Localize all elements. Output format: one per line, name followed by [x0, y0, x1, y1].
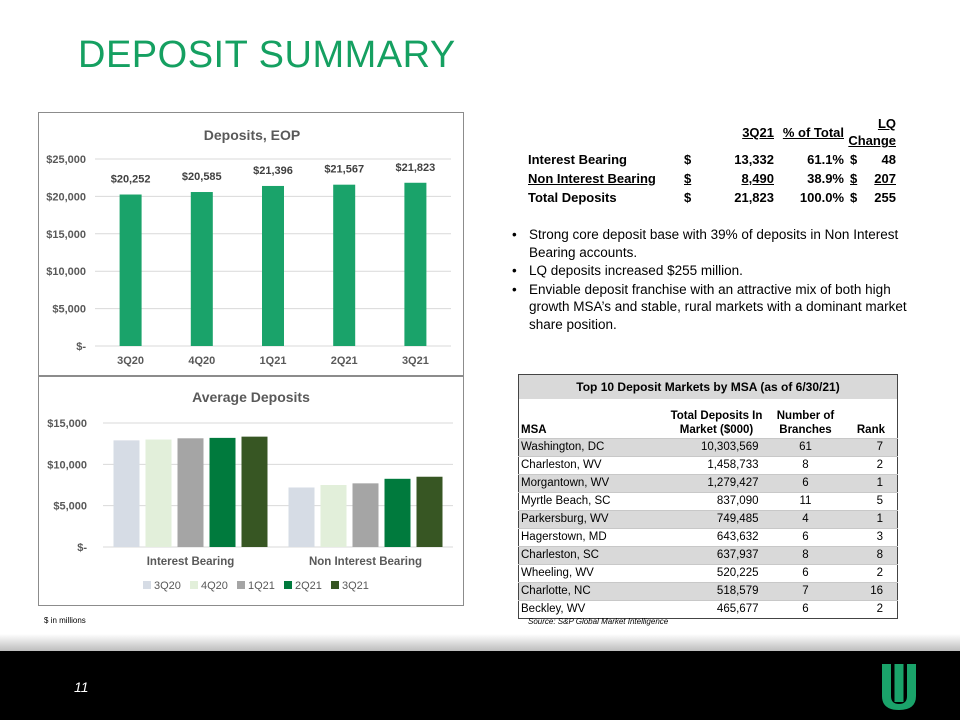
msa-rank: 1 [839, 474, 898, 492]
deposits-eop-chart [38, 112, 464, 376]
msa-name: Charlotte, NC [519, 582, 667, 600]
average-deposits-chart [38, 376, 464, 606]
msa-branches: 8 [773, 546, 839, 564]
x-tick-label: 2Q21 [330, 355, 358, 367]
msa-row [519, 438, 898, 456]
msa-deposits: 643,632 [667, 528, 773, 546]
bar [417, 477, 443, 547]
value-3q21: 8,490 [741, 171, 774, 186]
msa-deposits: 465,677 [667, 600, 773, 618]
bar [242, 437, 268, 547]
bar [114, 440, 140, 547]
bar [146, 440, 172, 547]
data-label: $21,567 [324, 163, 365, 176]
msa-deposits: 1,458,733 [667, 456, 773, 474]
msa-branches: 6 [773, 600, 839, 618]
summary-row-interest [528, 150, 896, 169]
chart-title: Average Deposits [192, 389, 310, 405]
header-3q21: 3Q21 [742, 124, 774, 140]
msa-branches: 11 [773, 492, 839, 510]
msa-row [519, 582, 898, 600]
row-label: Non Interest Bearing [528, 171, 656, 186]
average-deposits-svg [39, 377, 465, 607]
currency: $ [850, 152, 858, 167]
msa-row [519, 528, 898, 546]
y-tick-label: $25,000 [46, 154, 86, 166]
msa-branches: 7 [773, 582, 839, 600]
currency: $ [850, 190, 858, 205]
msa-rank: 2 [839, 600, 898, 618]
msa-branches: 8 [773, 456, 839, 474]
col-deposits-line2: Market ($000) [679, 423, 754, 436]
msa-row [519, 474, 898, 492]
y-tick-label: $5,000 [52, 303, 86, 316]
y-tick-label: $10,000 [47, 459, 87, 472]
value-pct: 61.1% [807, 152, 844, 167]
col-deposits-line1: Total Deposits In [670, 409, 763, 422]
msa-row [519, 456, 898, 474]
value-3q21: 21,823 [734, 190, 774, 205]
x-tick-label: 4Q20 [188, 355, 216, 367]
msa-row [519, 492, 898, 510]
bar [289, 487, 315, 547]
col-branches [773, 409, 839, 439]
legend-swatch [190, 581, 198, 589]
msa-deposits: 837,090 [667, 492, 773, 510]
units-note: $ in millions [44, 616, 86, 625]
y-tick-label: $5,000 [53, 500, 87, 513]
msa-rank: 1 [839, 510, 898, 528]
chart-title: Deposits, EOP [203, 127, 301, 143]
bar [333, 185, 355, 346]
deposits-eop-svg [39, 113, 465, 377]
msa-rank: 16 [839, 582, 898, 600]
msa-row [519, 600, 898, 618]
value-lq-change: 207 [874, 171, 896, 186]
y-tick-label: $10,000 [46, 266, 86, 279]
msa-table-title: Top 10 Deposit Markets by MSA (as of 6/30/21) [519, 375, 898, 399]
msa-rank: 8 [839, 546, 898, 564]
msa-deposits: 520,225 [667, 564, 773, 582]
data-label: $21,823 [395, 161, 436, 174]
col-deposits [667, 409, 773, 439]
united-logo-icon [882, 664, 916, 710]
bar [120, 195, 142, 346]
msa-name: Parkersburg, WV [519, 510, 667, 528]
data-label: $21,396 [253, 164, 293, 177]
msa-column-headers [519, 409, 898, 439]
msa-row [519, 510, 898, 528]
row-label: Interest Bearing [528, 152, 627, 167]
row-label: Total Deposits [528, 190, 617, 205]
msa-deposits: 10,303,569 [667, 438, 773, 456]
msa-rank: 2 [839, 456, 898, 474]
footer-gradient [0, 634, 960, 651]
page-title: DEPOSIT SUMMARY [78, 34, 456, 76]
legend-swatch [143, 581, 151, 589]
value-pct: 38.9% [807, 171, 844, 186]
msa-name: Myrtle Beach, SC [519, 492, 667, 510]
col-rank: Rank [856, 423, 885, 436]
legend-label: 4Q20 [201, 580, 228, 592]
bullet-item: • Strong core deposit base with 39% of deposits in Non Interest Bearing accounts. [512, 226, 922, 261]
legend-swatch [331, 581, 339, 589]
msa-name: Charleston, SC [519, 546, 667, 564]
bar [353, 483, 379, 547]
msa-deposits: 1,279,427 [667, 474, 773, 492]
legend [143, 580, 369, 592]
bar [191, 192, 213, 346]
bar [178, 438, 204, 547]
msa-deposits: 749,485 [667, 510, 773, 528]
msa-title-row [519, 375, 898, 399]
bar [385, 479, 411, 547]
value-pct: 100.0% [799, 190, 844, 205]
bar [321, 485, 347, 547]
legend-swatch [284, 581, 292, 589]
data-label: $20,585 [181, 171, 222, 184]
bar [262, 186, 284, 346]
highlights-list [512, 226, 922, 334]
currency: $ [684, 171, 692, 186]
legend-label: 1Q21 [248, 580, 275, 592]
deposit-summary-table [528, 114, 896, 207]
msa-row [519, 546, 898, 564]
bar [404, 183, 426, 346]
msa-branches: 6 [773, 564, 839, 582]
source-note: Source: S&P Global Market Intelligence [528, 617, 669, 626]
x-tick-label: 3Q21 [401, 355, 429, 367]
msa-name: Washington, DC [519, 438, 667, 456]
msa-deposits: 637,937 [667, 546, 773, 564]
msa-name: Beckley, WV [519, 600, 667, 618]
header-pct-total: % of Total [782, 124, 844, 140]
y-tick-label: $15,000 [46, 228, 86, 241]
msa-rank: 3 [839, 528, 898, 546]
msa-rank: 7 [839, 438, 898, 456]
msa-branches: 6 [773, 528, 839, 546]
y-tick-label: $15,000 [47, 418, 87, 430]
legend-swatch [237, 581, 245, 589]
value-lq-change: 48 [881, 152, 896, 167]
col-branches-line1: Number of [776, 409, 835, 422]
legend-label: 3Q20 [154, 580, 181, 592]
header-lq-change: LQ Change [848, 116, 896, 148]
bullet-item: • LQ deposits increased $255 million. [512, 262, 922, 280]
y-tick-label: $20,000 [46, 191, 86, 204]
value-3q21: 13,332 [734, 152, 774, 167]
msa-name: Charleston, WV [519, 456, 667, 474]
msa-name: Morgantown, WV [519, 474, 667, 492]
bullet-item: • Enviable deposit franchise with an attractive mix of both high growth MSA’s and stable, rural markets with a dominant market share position. [512, 281, 922, 334]
data-label: $20,252 [110, 173, 151, 186]
x-tick-label: Non Interest Bearing [308, 556, 423, 568]
summary-row-non-interest [528, 169, 896, 188]
msa-deposits: 518,579 [667, 582, 773, 600]
msa-branches: 61 [773, 438, 839, 456]
currency: $ [684, 190, 692, 205]
x-tick-label: Interest Bearing [146, 556, 235, 568]
page-number: 11 [74, 679, 89, 695]
value-lq-change: 255 [874, 190, 896, 205]
msa-name: Hagerstown, MD [519, 528, 667, 546]
x-tick-label: 3Q20 [117, 355, 145, 367]
msa-branches: 4 [773, 510, 839, 528]
legend-label: 3Q21 [342, 580, 369, 592]
currency: $ [850, 171, 858, 186]
currency: $ [684, 152, 692, 167]
legend-label: 2Q21 [295, 580, 322, 592]
msa-rank: 5 [839, 492, 898, 510]
top-msa-table [518, 374, 898, 619]
summary-row-total [528, 188, 896, 207]
y-tick-label: $- [77, 542, 87, 554]
msa-row [519, 564, 898, 582]
bar [210, 438, 236, 547]
col-branches-line2: Branches [779, 423, 832, 436]
x-tick-label: 1Q21 [259, 355, 287, 367]
y-tick-label: $- [76, 341, 86, 353]
msa-rank: 2 [839, 564, 898, 582]
msa-name: Wheeling, WV [519, 564, 667, 582]
footer-bar [0, 651, 960, 720]
msa-branches: 6 [773, 474, 839, 492]
col-msa: MSA [521, 423, 547, 436]
summary-header-row [528, 114, 896, 150]
